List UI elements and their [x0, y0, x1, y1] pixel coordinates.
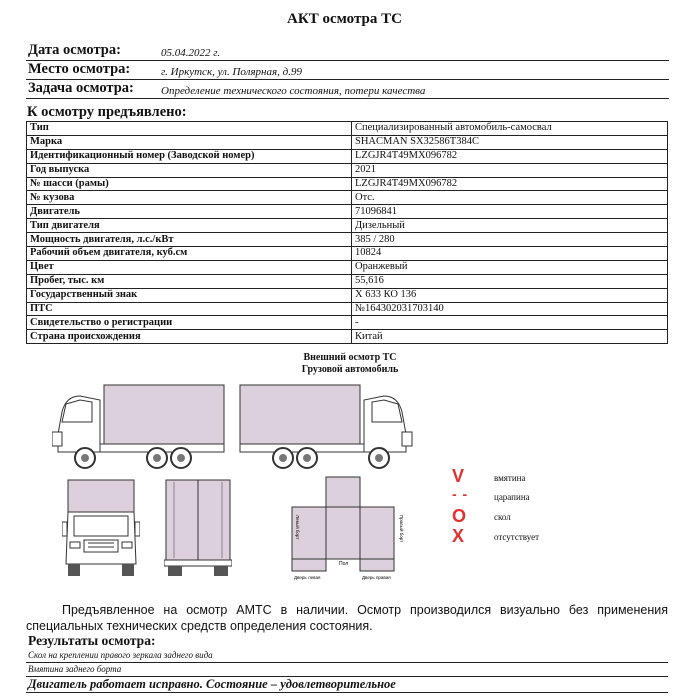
spec-key: Государственный знак — [27, 288, 352, 302]
spec-value: Отс. — [352, 191, 668, 205]
spec-key: Мощность двигателя, л.с./кВт — [27, 233, 352, 247]
result-line-1: Скол на креплении правого зеркала заднего вида — [28, 650, 213, 660]
spec-value: 385 / 280 — [352, 233, 668, 247]
inspection-date-value: 05.04.2022 г. — [161, 47, 221, 59]
truck-rear-view — [164, 478, 232, 578]
spec-value: 55,616 — [352, 274, 668, 288]
results-title: Результаты осмотра: — [28, 633, 156, 648]
spec-row — [27, 260, 668, 274]
spec-value: №164302031703140 — [352, 302, 668, 316]
spec-key: Год выпуска — [27, 163, 352, 177]
legend-dent-symbol: V — [452, 466, 465, 486]
spec-key: Двигатель — [27, 205, 352, 219]
truck-right-side-view — [238, 382, 413, 474]
spec-value: 2021 — [352, 163, 668, 177]
spec-key: ПТС — [27, 302, 352, 316]
legend-scratch-symbol: - - — [452, 486, 469, 502]
page-title: АКТ осмотра ТС — [287, 11, 402, 27]
spec-value: Китай — [352, 330, 668, 344]
inspection-place-label: Место осмотра: — [28, 61, 131, 77]
results-verdict: Двигатель работает исправно. Состояние – удовлетворительное — [28, 677, 396, 691]
spec-value: Х 633 КО 136 — [352, 288, 668, 302]
inspection-date-label: Дата осмотра: — [28, 42, 121, 58]
truck-front-view — [62, 478, 140, 578]
spec-key: № шасси (рамы) — [27, 177, 352, 191]
truck-left-side-view — [52, 382, 227, 474]
spec-key: Тип двигателя — [27, 219, 352, 233]
spec-row — [27, 149, 668, 163]
spec-row — [27, 330, 668, 344]
section-title: К осмотру предъявлено: — [27, 104, 187, 120]
spec-row — [27, 288, 668, 302]
spec-row — [27, 302, 668, 316]
inspection-task-value: Определение технического состояния, потери качества — [161, 85, 426, 97]
spec-row — [27, 247, 668, 261]
spec-value: SHACMAN SX32586T384C — [352, 135, 668, 149]
spec-key: Пробег, тыс. км — [27, 274, 352, 288]
spec-value: LZGJR4T49MX096782 — [352, 149, 668, 163]
label-left-board: Левый борт — [295, 515, 300, 540]
spec-key: Рабочий объем двигателя, куб.см — [27, 247, 352, 261]
spec-value: Оранжевый — [352, 260, 668, 274]
spec-key: Марка — [27, 135, 352, 149]
legend-dent-text: вмятина — [494, 473, 526, 483]
diagram-title: Внешний осмотр ТС — [303, 352, 397, 363]
inspection-note: Предъявленное на осмотр АМТС в наличии. Осмотр производился визуально без применения специальных технических средств определения состояния. — [26, 603, 668, 633]
legend-scratch-text: царапина — [494, 492, 530, 502]
spec-row — [27, 233, 668, 247]
spec-value: LZGJR4T49MX096782 — [352, 177, 668, 191]
legend-chip-text: скол — [494, 512, 511, 522]
spec-value: - — [352, 316, 668, 330]
spec-key: Страна происхождения — [27, 330, 352, 344]
label-right-board: Правый борт — [399, 515, 404, 543]
spec-row — [27, 219, 668, 233]
spec-row — [27, 191, 668, 205]
spec-key: Свидетельство о регистрации — [27, 316, 352, 330]
spec-row — [27, 274, 668, 288]
label-right-door: Дверь правая — [362, 575, 391, 580]
spec-value: Специализированный автомобиль-самосвал — [352, 122, 668, 136]
spec-row — [27, 316, 668, 330]
spec-row — [27, 177, 668, 191]
label-left-door: Дверь левая — [294, 575, 321, 580]
inspection-place-value: г. Иркутск, ул. Полярная, д.99 — [161, 66, 302, 78]
spec-row — [27, 205, 668, 219]
spec-key: № кузова — [27, 191, 352, 205]
result-divider — [26, 662, 668, 663]
spec-value: Дизельный — [352, 219, 668, 233]
legend-chip-symbol: O — [452, 506, 467, 526]
inspection-task-label: Задача осмотра: — [28, 80, 134, 96]
legend-missing-symbol: X — [452, 526, 465, 546]
result-divider — [26, 692, 668, 693]
legend-missing-text: отсутствует — [494, 532, 540, 542]
spec-value: 71096841 — [352, 205, 668, 219]
diagram-subtitle: Грузовой автомобиль — [301, 364, 399, 375]
meta-divider — [26, 98, 669, 99]
spec-row — [27, 163, 668, 177]
spec-key: Тип — [27, 122, 352, 136]
spec-key: Цвет — [27, 260, 352, 274]
label-floor: Пол — [339, 561, 349, 567]
spec-row — [27, 135, 668, 149]
spec-value: 10824 — [352, 247, 668, 261]
result-line-2: Вмятина заднего борта — [28, 664, 122, 674]
body-unfolded-diagram — [290, 475, 408, 583]
vehicle-spec-table — [26, 121, 668, 344]
spec-row — [27, 122, 668, 136]
spec-key: Идентификационный номер (Заводской номер) — [27, 149, 352, 163]
